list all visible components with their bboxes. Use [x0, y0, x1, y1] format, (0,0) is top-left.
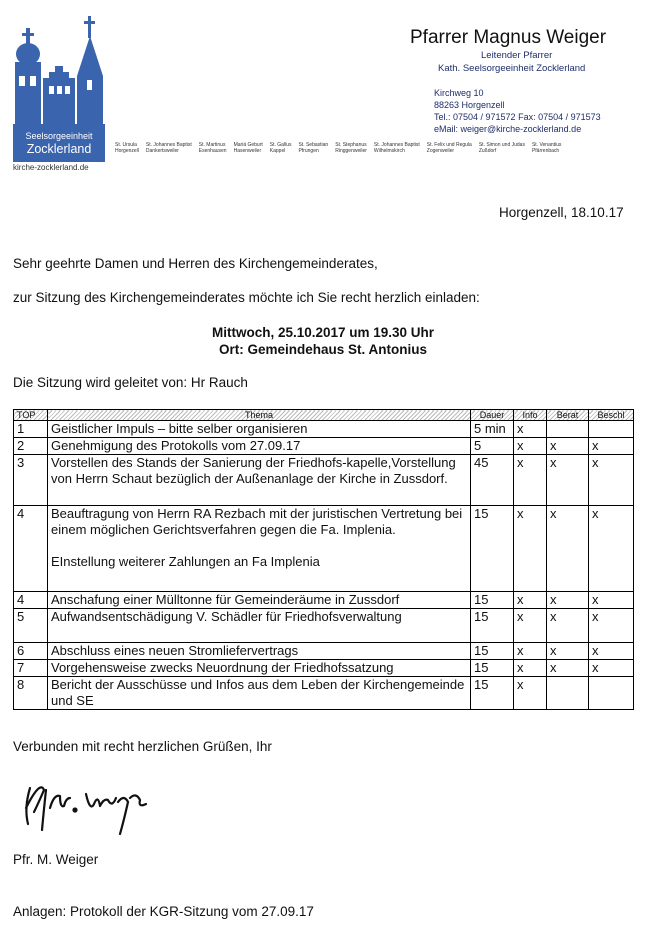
agenda-cell-berat: x — [547, 455, 589, 506]
agenda-cell-top: 2 — [14, 438, 48, 455]
agenda-cell-berat: x — [547, 592, 589, 609]
agenda-cell-info: x — [514, 677, 547, 710]
meeting-date: Mittwoch, 25.10.2017 um 19.30 Uhr — [211, 325, 435, 340]
agenda-cell-beschl — [589, 677, 634, 710]
agenda-cell-info: x — [514, 421, 547, 438]
parish-item: Mariä Geburt Hasenweiler — [233, 142, 263, 154]
header-dauer: Dauer — [471, 410, 514, 421]
agenda-row — [14, 660, 634, 677]
agenda-cell-top: 3 — [14, 455, 48, 506]
agenda-cell-info: x — [514, 609, 547, 643]
agenda-cell-berat: x — [547, 506, 589, 592]
church-logo — [13, 14, 105, 162]
agenda-row — [14, 438, 634, 455]
agenda-cell-dauer: 15 — [471, 677, 514, 710]
parish-item: St. Stephanus Ringgenweiler — [335, 142, 367, 154]
handwritten-signature — [20, 768, 160, 838]
agenda-table — [13, 409, 634, 710]
chair-line: Die Sitzung wird geleitet von: Hr Rauch — [13, 375, 248, 390]
agenda-cell-thema: Vorgehensweise zwecks Neuordnung der Friedhofssatzung — [48, 660, 471, 677]
parish-item: St. Martinus Esenhausen — [198, 142, 227, 154]
agenda-topic-subtext: EInstellung weiterer Zahlungen an Fa Implenia — [51, 554, 320, 569]
agenda-cell-dauer: 15 — [471, 609, 514, 643]
agenda-cell-beschl: x — [589, 660, 634, 677]
intro-text: zur Sitzung des Kirchengemeinderates möchte ich Sie recht herzlich einladen: — [13, 290, 480, 305]
agenda-cell-top: 8 — [14, 677, 48, 710]
sender-name: Pfarrer Magnus Weiger — [410, 27, 607, 48]
agenda-cell-beschl: x — [589, 609, 634, 643]
salutation: Sehr geehrte Damen und Herren des Kirchengemeinderates, — [13, 256, 378, 271]
agenda-row — [14, 455, 634, 506]
sender-street: Kirchweg 10 — [434, 88, 484, 98]
agenda-row — [14, 592, 634, 609]
agenda-cell-thema: Genehmigung des Protokolls vom 27.09.17 — [48, 438, 471, 455]
agenda-cell-info: x — [514, 438, 547, 455]
sender-city: 88263 Horgenzell — [434, 100, 505, 110]
agenda-cell-info: x — [514, 660, 547, 677]
agenda-cell-thema: Vorstellen des Stands der Sanierung der Friedhofs-kapelle,Vorstellung von Herrn Schaut bezüglich der Außenanlage der Kirche in Zussdorf. — [48, 455, 471, 506]
agenda-cell-berat: x — [547, 643, 589, 660]
agenda-cell-dauer: 5 — [471, 438, 514, 455]
parish-item: St. Ursula Horgenzell — [115, 142, 139, 154]
agenda-row — [14, 677, 634, 710]
website-url: kirche-zocklerland.de — [13, 163, 89, 172]
agenda-cell-berat — [547, 677, 589, 710]
agenda-cell-beschl: x — [589, 643, 634, 660]
agenda-cell-info: x — [514, 455, 547, 506]
agenda-cell-dauer: 45 — [471, 455, 514, 506]
parish-list — [115, 142, 568, 154]
agenda-cell-top: 5 — [14, 609, 48, 643]
parish-item: St. Sebastian Pfrungen — [298, 142, 329, 154]
agenda-row — [14, 609, 634, 643]
agenda-cell-dauer: 15 — [471, 643, 514, 660]
agenda-cell-beschl — [589, 421, 634, 438]
header-berat: Berat — [547, 410, 589, 421]
agenda-cell-thema: Bericht der Ausschüsse und Infos aus dem Leben der Kirchengemeinde und SE — [48, 677, 471, 710]
agenda-cell-thema: Aufwandsentschädigung V. Schädler für Friedhofsverwaltung — [48, 609, 471, 643]
attachments: Anlagen: Protokoll der KGR-Sitzung vom 27.09.17 — [13, 904, 314, 919]
place-date: Horgenzell, 18.10.17 — [499, 205, 624, 220]
parish-item: St. Felix und Regula Zogenweiler — [426, 142, 472, 154]
sender-email: eMail: weiger@kirche-zocklerland.de — [434, 124, 582, 134]
signature-name: Pfr. M. Weiger — [13, 852, 99, 867]
agenda-cell-thema: Geistlicher Impuls – bitte selber organisieren — [48, 421, 471, 438]
agenda-cell-beschl: x — [589, 438, 634, 455]
header-top: TOP — [14, 410, 48, 421]
agenda-cell-dauer: 15 — [471, 660, 514, 677]
agenda-header-row — [14, 410, 634, 421]
agenda-cell-top: 4 — [14, 506, 48, 592]
agenda-cell-top: 4 — [14, 592, 48, 609]
parish-item: St. Venantius Pfärrenbach — [531, 142, 562, 154]
agenda-cell-info: x — [514, 506, 547, 592]
header-thema: Thema — [48, 410, 471, 421]
header-beschl: Beschl — [589, 410, 634, 421]
agenda-cell-berat: x — [547, 660, 589, 677]
logo-text-line1: Seelsorgeeinheit — [25, 131, 93, 141]
agenda-cell-thema: Anschafung einer Mülltonne für Gemeinderäume in Zussdorf — [48, 592, 471, 609]
parish-item: St. Johannes Baptist Wilhelmskirch — [373, 142, 420, 154]
agenda-cell-beschl: x — [589, 506, 634, 592]
sender-unit: Kath. Seelsorgeeinheit Zocklerland — [438, 63, 586, 74]
agenda-cell-beschl: x — [589, 455, 634, 506]
meeting-location: Ort: Gemeindehaus St. Antonius — [218, 342, 428, 357]
agenda-topic-text: Beauftragung von Herrn RA Rezbach mit der juristischen Vertretung bei einem möglichen Gerichtsverfahren gegen die Fa. Implenia. — [51, 506, 463, 537]
agenda-cell-thema — [48, 506, 471, 592]
agenda-cell-berat — [547, 421, 589, 438]
closing: Verbunden mit recht herzlichen Grüßen, Ihr — [13, 739, 272, 754]
agenda-cell-dauer: 15 — [471, 592, 514, 609]
agenda-row — [14, 421, 634, 438]
header-info: Info — [514, 410, 547, 421]
parish-item: St. Johannes Baptist Dankertsweiler — [145, 142, 192, 154]
agenda-cell-top: 7 — [14, 660, 48, 677]
agenda-cell-berat: x — [547, 609, 589, 643]
agenda-cell-thema: Abschluss eines neuen Stromliefervertrags — [48, 643, 471, 660]
agenda-cell-dauer: 15 — [471, 506, 514, 592]
agenda-cell-berat: x — [547, 438, 589, 455]
agenda-cell-dauer: 5 min — [471, 421, 514, 438]
parish-item: St. Gallus Kappel — [269, 142, 292, 154]
logo-text-line2: Zocklerland — [26, 142, 92, 156]
agenda-row — [14, 643, 634, 660]
agenda-cell-beschl: x — [589, 592, 634, 609]
sender-role: Leitender Pfarrer — [481, 50, 553, 61]
agenda-cell-top: 1 — [14, 421, 48, 438]
parish-item: St. Simon und Judas Zußdorf — [478, 142, 525, 154]
agenda-row — [14, 506, 634, 592]
agenda-cell-info: x — [514, 592, 547, 609]
agenda-cell-info: x — [514, 643, 547, 660]
sender-phone: Tel.: 07504 / 971572 Fax: 07504 / 971573 — [434, 112, 601, 122]
agenda-cell-top: 6 — [14, 643, 48, 660]
